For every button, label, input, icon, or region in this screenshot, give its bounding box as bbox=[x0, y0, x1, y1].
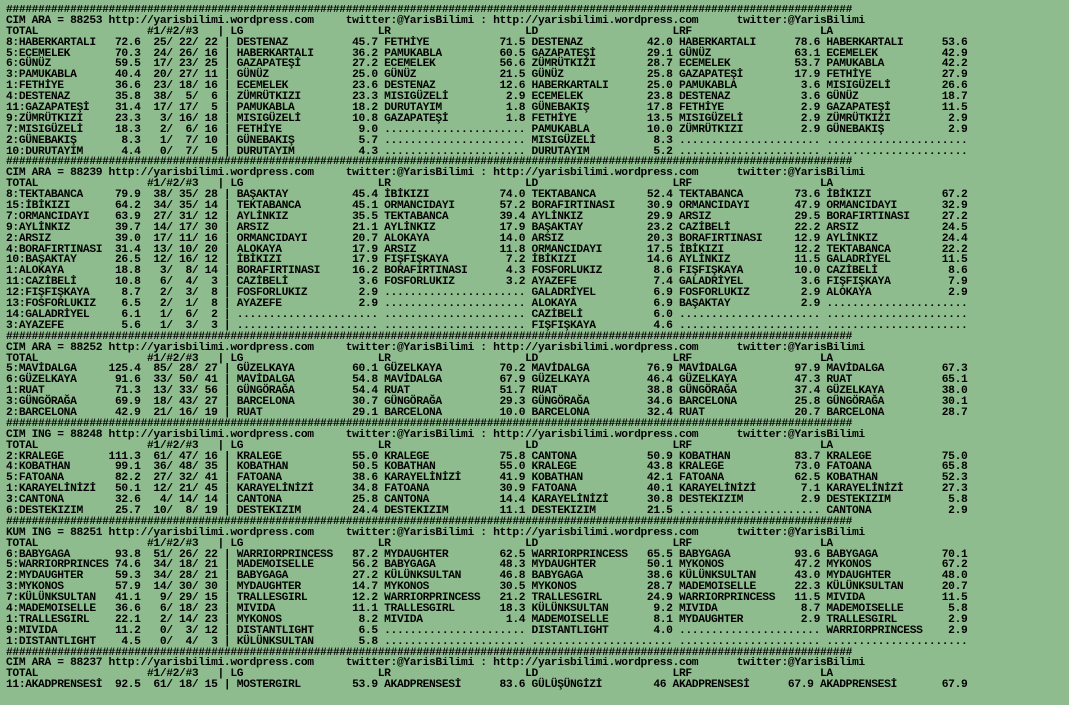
race-row: 11:CAZİBELİ 10.8 6/ 4/ 3 | CAZİBELİ 3.6 FOSFORLUKIZ 3.2 AYAZEFE 7.4 GALADRİYEL 3.6 FIŞFIŞKAYA 7.9 bbox=[6, 276, 968, 289]
section-separator: #################################################################################################################################### bbox=[6, 156, 853, 169]
section-separator: #################################################################################################################################### bbox=[6, 330, 853, 343]
race-row: 6:DESTEKIZIM 25.7 10/ 8/ 19 | DESTEKIZIM 24.4 DESTEKIZIM 11.1 DESTEKIZIM 21.5 ...................... CANTONA 2.9 bbox=[6, 504, 968, 517]
race-header: KUM ING = 88251 http://yarisbilimi.wordpress.com twitter:@YarisBilimi : http://yarisbilimi.wordpress.com twitter:@YarisBilimi bbox=[6, 526, 865, 539]
race-row: 5:WARRIORPRINCES 74.6 34/ 18/ 21 | MADEMOISELLE 56.2 BABYGAGA 48.3 MYDAUGHTER 50.1 MYKONOS 47.2 MYKONOS 67.2 bbox=[6, 559, 968, 572]
race-row: 13:FOSFORLUKIZ 6.5 2/ 1/ 8 | AYAZEFE 2.9 ...................... ALOKAYA 6.9 BAŞAKTAY 2.9 ...................... bbox=[6, 298, 968, 311]
section-separator: #################################################################################################################################### bbox=[6, 5, 853, 16]
race-row: 6:GÜZELKAYA 91.6 33/ 50/ 41 | MAVİDALGA 54.8 MAVİDALGA 67.9 GÜZELKAYA 46.4 GÜZELKAYA 47.3 RUAT 65.1 bbox=[6, 374, 968, 387]
race-row: 1:DISTANTLIGHT 4.5 0/ 4/ 3 | KÜLÜNKSULTAN 5.8 ...................... ...................... ...................... ...................... bbox=[6, 635, 968, 648]
column-header-row: TOTAL #1/#2/#3 | LG LR LD LRF LA bbox=[6, 352, 833, 365]
column-header-row: TOTAL #1/#2/#3 | LG LR LD LRF LA bbox=[6, 668, 833, 681]
column-header-row: TOTAL #1/#2/#3 | LG LR LD LRF LA bbox=[6, 439, 833, 452]
race-row: 5:FATOANA 82.2 27/ 32/ 41 | FATOANA 38.6 KARAYELİNİZİ 41.9 KOBATHAN 42.1 FATOANA 62.5 KOBATHAN 52.3 bbox=[6, 472, 968, 485]
race-row: 3:PAMUKABLA 40.4 20/ 27/ 11 | GÜNÜZ 25.0 GÜNÜZ 21.5 GÜNÜZ 25.8 GAZAPATEŞİ 17.9 FETHİYE 27.9 bbox=[6, 69, 968, 82]
race-row: 5:MAVİDALGA 125.4 85/ 28/ 27 | GÜZELKAYA 60.1 GÜZELKAYA 70.2 MAVİDALGA 76.9 MAVİDALGA 97.9 MAVİDALGA 67.3 bbox=[6, 363, 968, 376]
race-row: 1:FETHİYE 36.6 23/ 18/ 16 | ECEMELEK 23.6 DESTENAZ 12.6 HABERKARTALI 25.0 PAMUKABLA 3.6 MISIGÜZELİ 26.6 bbox=[6, 80, 968, 93]
race-row: 12:FIŞFIŞKAYA 8.7 2/ 3/ 8 | FOSFORLUKIZ 2.9 ...................... GALADRİYEL 6.9 FOSFORLUKIZ 2.9 ALOKAYA 2.9 bbox=[6, 287, 968, 300]
race-row: 7:ORMANCIDAYI 63.9 27/ 31/ 12 | AYLİNKIZ 35.5 TEKTABANCA 39.4 AYLİNKIZ 29.9 ARSIZ 29.5 BORAFIRTINASI 27.2 bbox=[6, 210, 968, 223]
race-header: CIM ARA = 88237 http://yarisbilimi.wordpress.com twitter:@YarisBilimi : http://yarisbilimi.wordpress.com twitter:@YarisBilimi bbox=[6, 657, 865, 670]
race-row: 2:BARCELONA 42.9 21/ 16/ 19 | RUAT 29.1 BARCELONA 10.0 BARCELONA 32.4 RUAT 20.7 BARCELONA 28.7 bbox=[6, 406, 968, 419]
race-row: 3:CANTONA 32.6 4/ 14/ 14 | CANTONA 25.8 CANTONA 14.4 KARAYELİNİZİ 30.8 DESTEKIZIM 2.9 DESTEKIZIM 5.8 bbox=[6, 494, 968, 507]
race-row: 7:KÜLÜNKSULTAN 41.1 9/ 29/ 15 | TRALLESGIRL 12.2 WARRIORPRINCESS 21.2 TRALLESGIRL 24.9 WARRIORPRINCESS 11.5 MIVIDA 11.5 bbox=[6, 592, 968, 605]
race-row: 11:GAZAPATEŞİ 31.4 17/ 17/ 5 | PAMUKABLA 18.2 DURUTAYIM 1.8 GÜNEBAKIŞ 17.8 FETHİYE 2.9 GAZAPATEŞİ 11.5 bbox=[6, 102, 968, 115]
race-row: 1:RUAT 71.3 13/ 33/ 56 | GÜNGÖRAĞA 54.4 RUAT 51.7 RUAT 38.8 GÜNGÖRAĞA 37.4 GÜZELKAYA 38.0 bbox=[6, 385, 968, 398]
race-row: 14:GALADRİYEL 6.1 1/ 6/ 2 | ...................... ...................... CAZİBELİ 6.0 ...................... ...................... bbox=[6, 308, 968, 321]
race-row: 9:ZÜMRÜTKIZI 23.3 3/ 16/ 18 | MISIGÜZELİ 10.8 GAZAPATEŞİ 1.8 FETHİYE 13.5 MISIGÜZELİ 2.9 ZÜMRÜTKIZI 2.9 bbox=[6, 112, 968, 125]
race-header: CIM ARA = 88253 http://yarisbilimi.wordpress.com twitter:@YarisBilimi : http://yarisbilimi.wordpress.com twitter:@YarisBilimi bbox=[6, 14, 865, 27]
race-row: 2:GÜNEBAKIŞ 8.3 1/ 7/ 10 | GÜNEBAKIŞ 5.7 ...................... MISIGÜZELİ 8.3 ...................... ...................... bbox=[6, 134, 968, 147]
race-row: 11:AKADPRENSESİ 92.5 61/ 18/ 15 | MOSTERGIRL 53.9 AKADPRENSESİ 83.6 GÜLÜŞÜNGİZİ 46 AKADPRENSESİ 67.9 AKADPRENSESİ 67.9 bbox=[6, 679, 968, 692]
race-row: 3:AYAZEFE 5.6 1/ 3/ 3 | ...................... ...................... FIŞFIŞKAYA 4.6 ...................... ...................... bbox=[6, 319, 968, 332]
race-row: 4:KOBATHAN 99.1 36/ 48/ 35 | KOBATHAN 50.5 KOBATHAN 55.0 KRALEGE 43.8 KRALEGE 73.0 FATOANA 65.8 bbox=[6, 461, 968, 474]
race-statistics-printout bbox=[6, 5, 1069, 705]
race-row: 4:MADEMOISELLE 36.6 6/ 18/ 23 | MIVIDA 11.1 TRALLESGIRL 18.3 KÜLÜNKSULTAN 9.2 MIVIDA 8.7 MADEMOISELLE 5.8 bbox=[6, 602, 968, 615]
race-row: 8:TEKTABANCA 79.9 38/ 35/ 28 | BAŞAKTAY 45.4 İBİKIZI 74.0 TEKTABANCA 52.4 TEKTABANCA 73.6 İBİKIZI 67.2 bbox=[6, 189, 968, 202]
race-row: 10:DURUTAYIM 4.4 0/ 7/ 5 | DURUTAYIM 4.3 ...................... DURUTAYIM 5.2 ...................... ...................... bbox=[6, 145, 968, 158]
race-row: 9:MIVIDA 11.2 0/ 3/ 12 | DISTANTLIGHT 6.5 ...................... DISTANTLIGHT 4.0 ...................... WARRIORPRINCESS 2.9 bbox=[6, 624, 968, 637]
race-row: 4:BORAFIRTINASI 31.4 13/ 10/ 20 | ALOKAYA 17.9 ARSIZ 11.8 ORMANCIDAYI 17.5 İBİKIZI 12.2 TEKTABANCA 22.2 bbox=[6, 243, 968, 256]
race-row: 1:ALOKAYA 18.8 3/ 8/ 14 | BORAFIRTINASI 16.2 BORAFIRTINASI 4.3 FOSFORLUKIZ 8.6 FIŞFIŞKAYA 10.0 CAZİBELİ 8.6 bbox=[6, 265, 968, 278]
race-row: 1:TRALLESGIRL 22.1 2/ 14/ 23 | MYKONOS 8.2 MIVIDA 1.4 MADEMOISELLE 8.1 MYDAUGHTER 2.9 TRALLESGIRL 2.9 bbox=[6, 613, 968, 626]
race-row: 3:GÜNGÖRAĞA 69.9 18/ 43/ 27 | BARCELONA 30.7 GÜNGÖRAĞA 29.3 GÜNGÖRAĞA 34.6 BARCELONA 25.8 GÜNGÖRAĞA 30.1 bbox=[6, 396, 968, 409]
race-row: 2:ARSIZ 39.0 17/ 11/ 16 | ORMANCIDAYI 20.7 ALOKAYA 14.0 ARSIZ 20.3 BORAFIRTINASI 12.9 AYLİNKIZ 24.4 bbox=[6, 232, 968, 245]
column-header-row: TOTAL #1/#2/#3 | LG LR LD LRF LA bbox=[6, 25, 833, 38]
race-row: 2:KRALEGE 111.3 61/ 47/ 16 | KRALEGE 55.0 KRALEGE 75.8 CANTONA 50.9 KOBATHAN 83.7 KRALEGE 75.0 bbox=[6, 450, 968, 463]
column-header-row: TOTAL #1/#2/#3 | LG LR LD LRF LA bbox=[6, 178, 833, 191]
column-header-row: TOTAL #1/#2/#3 | LG LR LD LRF LA bbox=[6, 537, 833, 550]
race-header: CIM ARA = 88239 http://yarisbilimi.wordpress.com twitter:@YarisBilimi : http://yarisbilimi.wordpress.com twitter:@YarisBilimi bbox=[6, 167, 865, 180]
race-row: 5:ECEMELEK 70.3 24/ 26/ 16 | HABERKARTALI 36.2 PAMUKABLA 60.5 GAZAPATEŞİ 29.1 GÜNÜZ 63.1 ECEMELEK 42.9 bbox=[6, 47, 968, 60]
race-row: 10:BAŞAKTAY 26.5 12/ 16/ 12 | İBİKIZI 17.9 FIŞFIŞKAYA 7.2 İBİKIZI 14.6 AYLİNKIZ 11.5 GALADRİYEL 11.5 bbox=[6, 254, 968, 267]
race-row: 6:GÜNÜZ 59.5 17/ 23/ 25 | GAZAPATEŞİ 27.2 ECEMELEK 56.6 ZÜMRÜTKIZI 28.7 ECEMELEK 53.7 PAMUKABLA 42.2 bbox=[6, 58, 968, 71]
section-separator: #################################################################################################################################### bbox=[6, 417, 853, 430]
race-row: 3:MYKONOS 57.9 14/ 30/ 30 | MYDAUGHTER 14.7 MYKONOS 30.5 MYKONOS 28.7 MADEMOISELLE 22.3 KÜLÜNKSULTAN 20.7 bbox=[6, 581, 968, 594]
race-row: 9:AYLİNKIZ 39.7 14/ 17/ 30 | ARSIZ 21.1 AYLİNKIZ 17.9 BAŞAKTAY 23.2 CAZİBELİ 22.2 ARSIZ 24.5 bbox=[6, 221, 968, 234]
race-row: 2:MYDAUGHTER 59.3 34/ 28/ 21 | BABYGAGA 27.2 KÜLÜNKSULTAN 46.8 BABYGAGA 38.6 KÜLÜNKSULTAN 43.0 MYDAUGHTER 48.0 bbox=[6, 570, 968, 583]
race-row: 8:HABERKARTALI 72.6 25/ 22/ 22 | DESTENAZ 45.7 FETHİYE 71.5 DESTENAZ 42.0 HABERKARTALI 78.6 HABERKARTALI 53.6 bbox=[6, 36, 968, 49]
race-row: 1:KARAYELİNİZİ 50.1 12/ 21/ 45 | KARAYELİNİZİ 34.8 FATOANA 30.9 FATOANA 40.1 KARAYELİNİZİ 7.1 KARAYELİNİZİ 27.3 bbox=[6, 483, 968, 496]
race-row: 4:DESTENAZ 35.8 38/ 5/ 6 | ZÜMRÜTKIZI 23.3 MISIGÜZELİ 2.9 ECEMELEK 23.8 DESTENAZ 3.6 GÜNÜZ 18.7 bbox=[6, 91, 968, 104]
section-separator: #################################################################################################################################### bbox=[6, 515, 853, 528]
race-header: CIM ING = 88248 http://yarisbilimi.wordpress.com twitter:@YarisBilimi : http://yarisbilimi.wordpress.com twitter:@YarisBilimi bbox=[6, 428, 865, 441]
race-row: 7:MISIGÜZELİ 18.3 2/ 6/ 16 | FETHİYE 9.0 ...................... PAMUKABLA 10.0 ZÜMRÜTKIZI 2.9 GÜNEBAKIŞ 2.9 bbox=[6, 123, 968, 136]
section-separator: #################################################################################################################################### bbox=[6, 646, 853, 659]
race-row: 6:BABYGAGA 93.8 51/ 26/ 22 | WARRIORPRINCESS 87.2 MYDAUGHTER 62.5 WARRIORPRINCESS 65.5 BABYGAGA 93.6 BABYGAGA 70.1 bbox=[6, 548, 968, 561]
race-row: 15:İBİKIZI 64.2 34/ 35/ 14 | TEKTABANCA 45.1 ORMANCIDAYI 57.2 BORAFIRTINASI 30.9 ORMANCIDAYI 47.9 ORMANCIDAYI 32.9 bbox=[6, 200, 968, 213]
race-header: CIM ARA = 88252 http://yarisbilimi.wordpress.com twitter:@YarisBilimi : http://yarisbilimi.wordpress.com twitter:@YarisBilimi bbox=[6, 341, 865, 354]
